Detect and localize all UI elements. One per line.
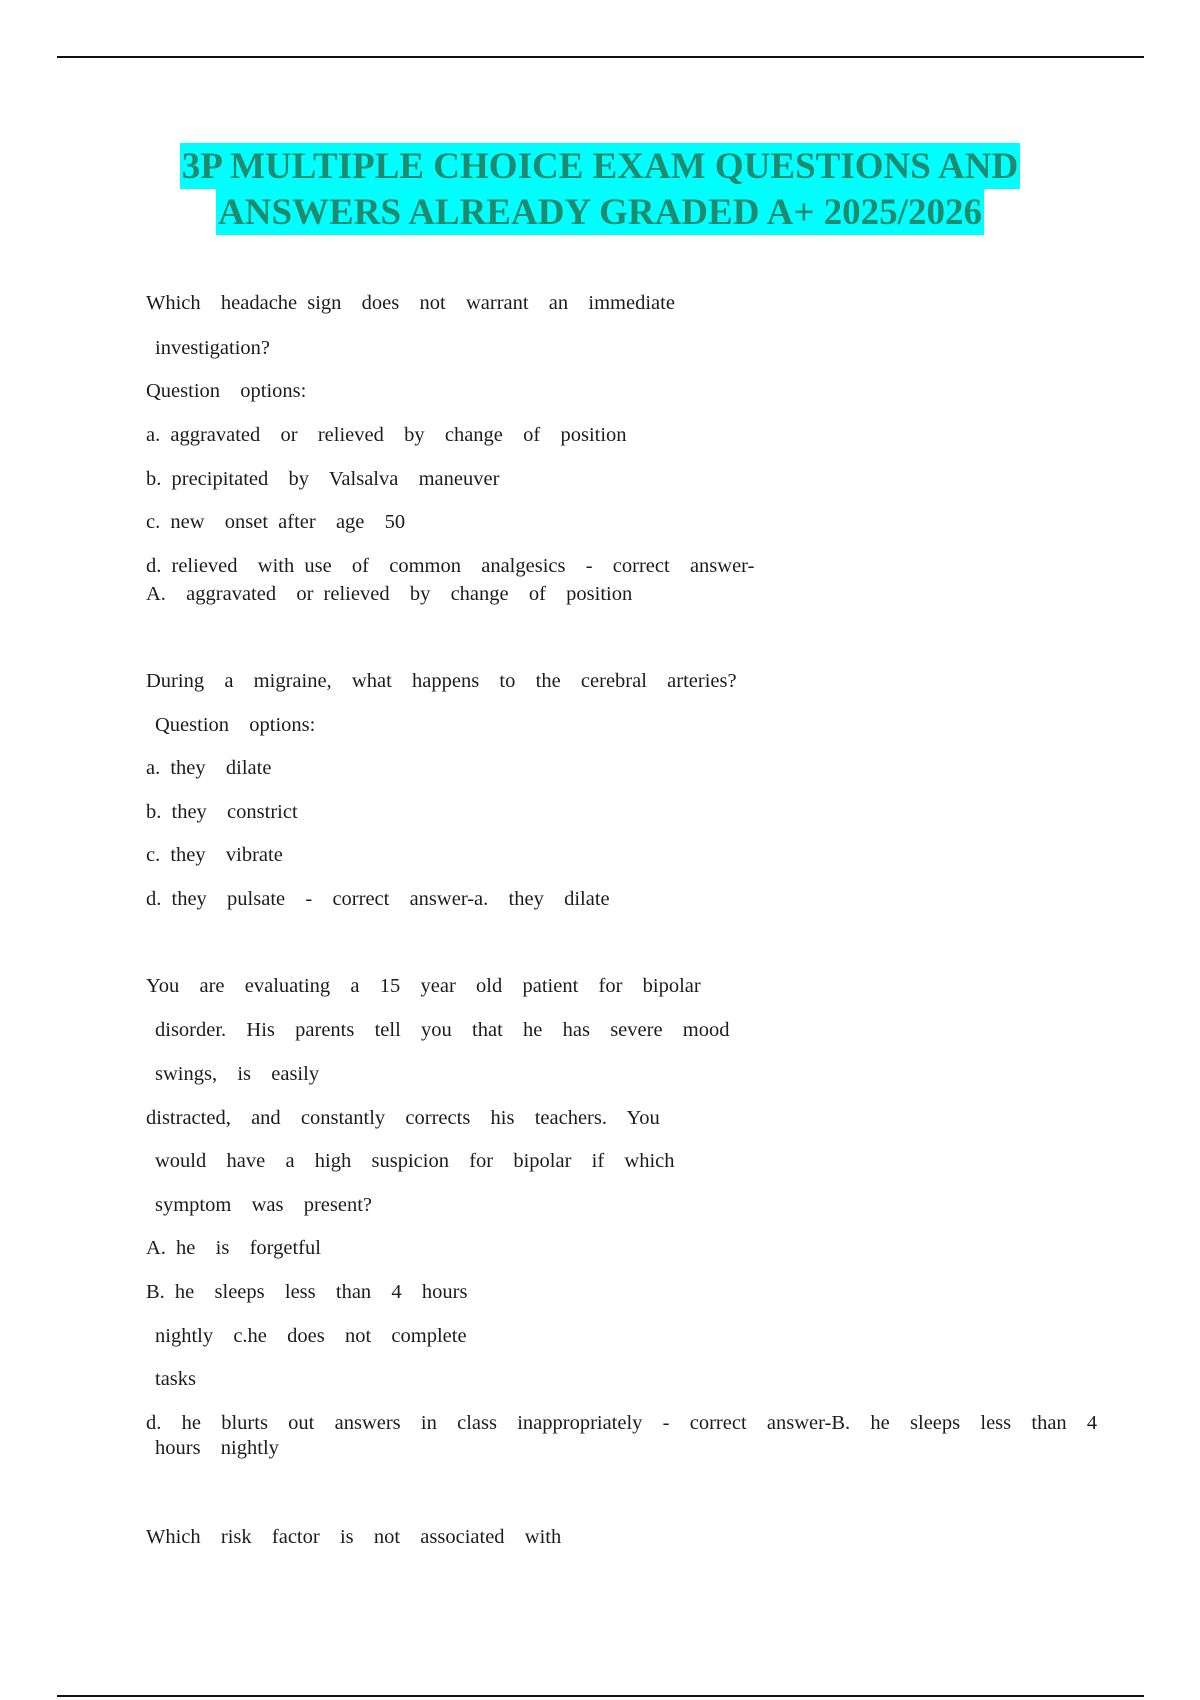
title-line-2: ANSWERS ALREADY GRADED A+ 2025/2026 — [216, 189, 984, 235]
question-2-option-c: c. they vibrate — [146, 844, 283, 866]
question-3-option-d-answer: d. he blurts out answers in class inappropriately - correct answer-B. he sleeps less than 4 — [146, 1412, 1098, 1434]
question-2-option-d-answer: d. they pulsate - correct answer-a. they dilate — [146, 888, 610, 910]
question-3-option-b: B. he sleeps less than 4 hours — [146, 1281, 468, 1303]
question-1-answer: A. aggravated or relieved by change of position — [146, 583, 633, 605]
question-3-text-cont: disorder. His parents tell you that he has severe mood — [155, 1019, 730, 1041]
question-1-option-a: a. aggravated or relieved by change of position — [146, 424, 627, 446]
question-2-option-b: b. they constrict — [146, 801, 298, 823]
question-3-text-cont: symptom was present? — [155, 1194, 372, 1216]
bottom-rule — [57, 1695, 1144, 1697]
question-4-text: Which risk factor is not associated with — [146, 1526, 562, 1548]
question-3-text: You are evaluating a 15 year old patient for bipolar — [146, 975, 701, 997]
question-1-option-c: c. new onset after age 50 — [146, 511, 406, 533]
question-1-text-cont: investigation? — [155, 337, 271, 359]
question-1-text: Which headache sign does not warrant an immediate — [146, 292, 675, 314]
question-3-text-cont: distracted, and constantly corrects his teachers. You — [146, 1107, 660, 1129]
question-2-option-a: a. they dilate — [146, 757, 272, 779]
question-3-answer-cont: hours nightly — [155, 1437, 279, 1459]
question-3-option-c-cont: tasks — [155, 1368, 196, 1390]
question-3-option-b-cont: nightly c.he does not complete — [155, 1325, 467, 1347]
question-2-text: During a migraine, what happens to the cerebral arteries? — [146, 670, 737, 692]
question-3-text-cont: would have a high suspicion for bipolar if which — [155, 1150, 675, 1172]
question-3-option-a: A. he is forgetful — [146, 1237, 321, 1259]
question-1-option-b: b. precipitated by Valsalva maneuver — [146, 468, 500, 490]
question-1-option-d: d. relieved with use of common analgesics - correct answer- — [146, 555, 755, 577]
title-line-1: 3P MULTIPLE CHOICE EXAM QUESTIONS AND — [180, 143, 1020, 189]
question-2-options-label: Question options: — [155, 714, 316, 736]
question-3-text-cont: swings, is easily — [155, 1063, 320, 1085]
question-1-options-label: Question options: — [146, 380, 307, 402]
